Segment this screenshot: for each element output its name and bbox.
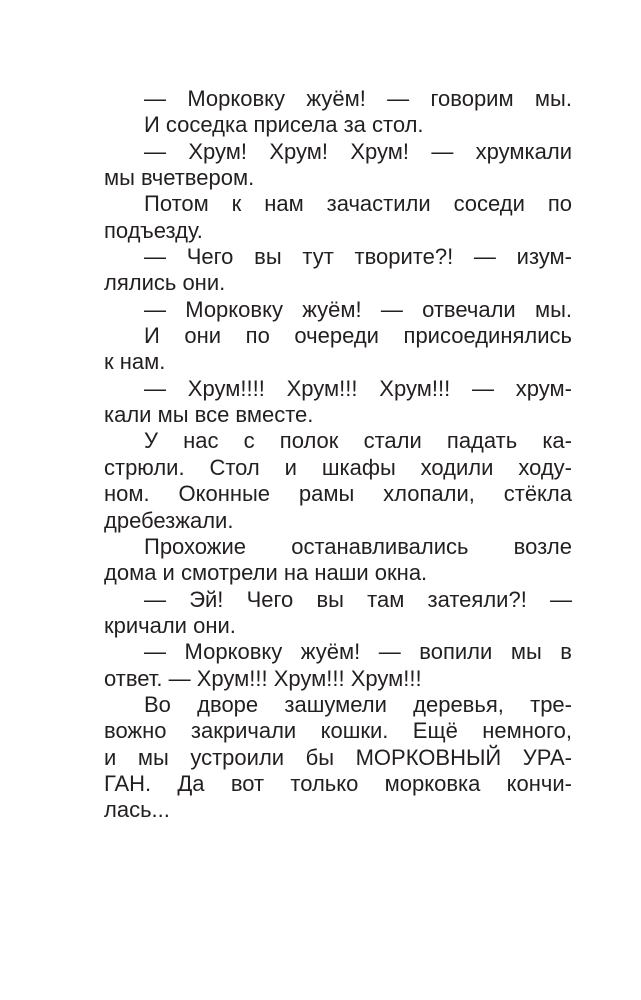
text-line: Прохожие останавливались возле [144, 533, 572, 559]
text-line: — Чего вы тут творите?! — изум- [144, 244, 572, 270]
text-line: — Эй! Чего вы там затеяли?! — [144, 586, 572, 612]
text-line: — Хрум!!!! Хрум!!! Хрум!!! — хрум- [144, 375, 572, 401]
text-line: стрюли. Стол и шкафы ходили ходу- [104, 454, 572, 480]
text-line: кричали они. [104, 612, 236, 638]
text-line: И они по очереди присоединялись [144, 323, 572, 349]
text-line: мы вчетвером. [104, 165, 255, 191]
text-line: и мы устроили бы МОРКОВНЫЙ УРА- [104, 744, 572, 770]
text-line: ном. Оконные рамы хлопали, стёкла [104, 481, 572, 507]
text-line: лась... [104, 797, 170, 823]
text-line: — Хрум! Хрум! Хрум! — хрумкали [144, 138, 572, 164]
text-line: вожно закричали кошки. Ещё немного, [104, 718, 572, 744]
text-line: лялись они. [104, 270, 226, 296]
text-line: кали мы все вместе. [104, 402, 314, 428]
text-line: ГАН. Да вот только морковка кончи- [104, 770, 572, 796]
text-line: — Морковку жуём! — говорим мы. [144, 86, 572, 111]
text-line: У нас с полок стали падать ка- [144, 428, 572, 454]
text-line: Потом к нам зачастили соседи по [144, 191, 572, 217]
text-line: дребезжали. [104, 507, 234, 533]
text-line: Во дворе зашумели деревья, тре- [144, 691, 572, 717]
text-line: ответ. — Хрум!!! Хрум!!! Хрум!!! [104, 665, 422, 691]
text-line: подъезду. [104, 217, 203, 243]
text-line: — Морковку жуём! — отвечали мы. [144, 296, 572, 322]
text-line: — Морковку жуём! — вопили мы в [144, 639, 572, 665]
text-line: дома и смотрели на наши окна. [104, 560, 428, 586]
book-page-text [104, 86, 572, 824]
text-line: к нам. [104, 349, 166, 375]
text-line: И соседка присела за стол. [144, 112, 424, 138]
